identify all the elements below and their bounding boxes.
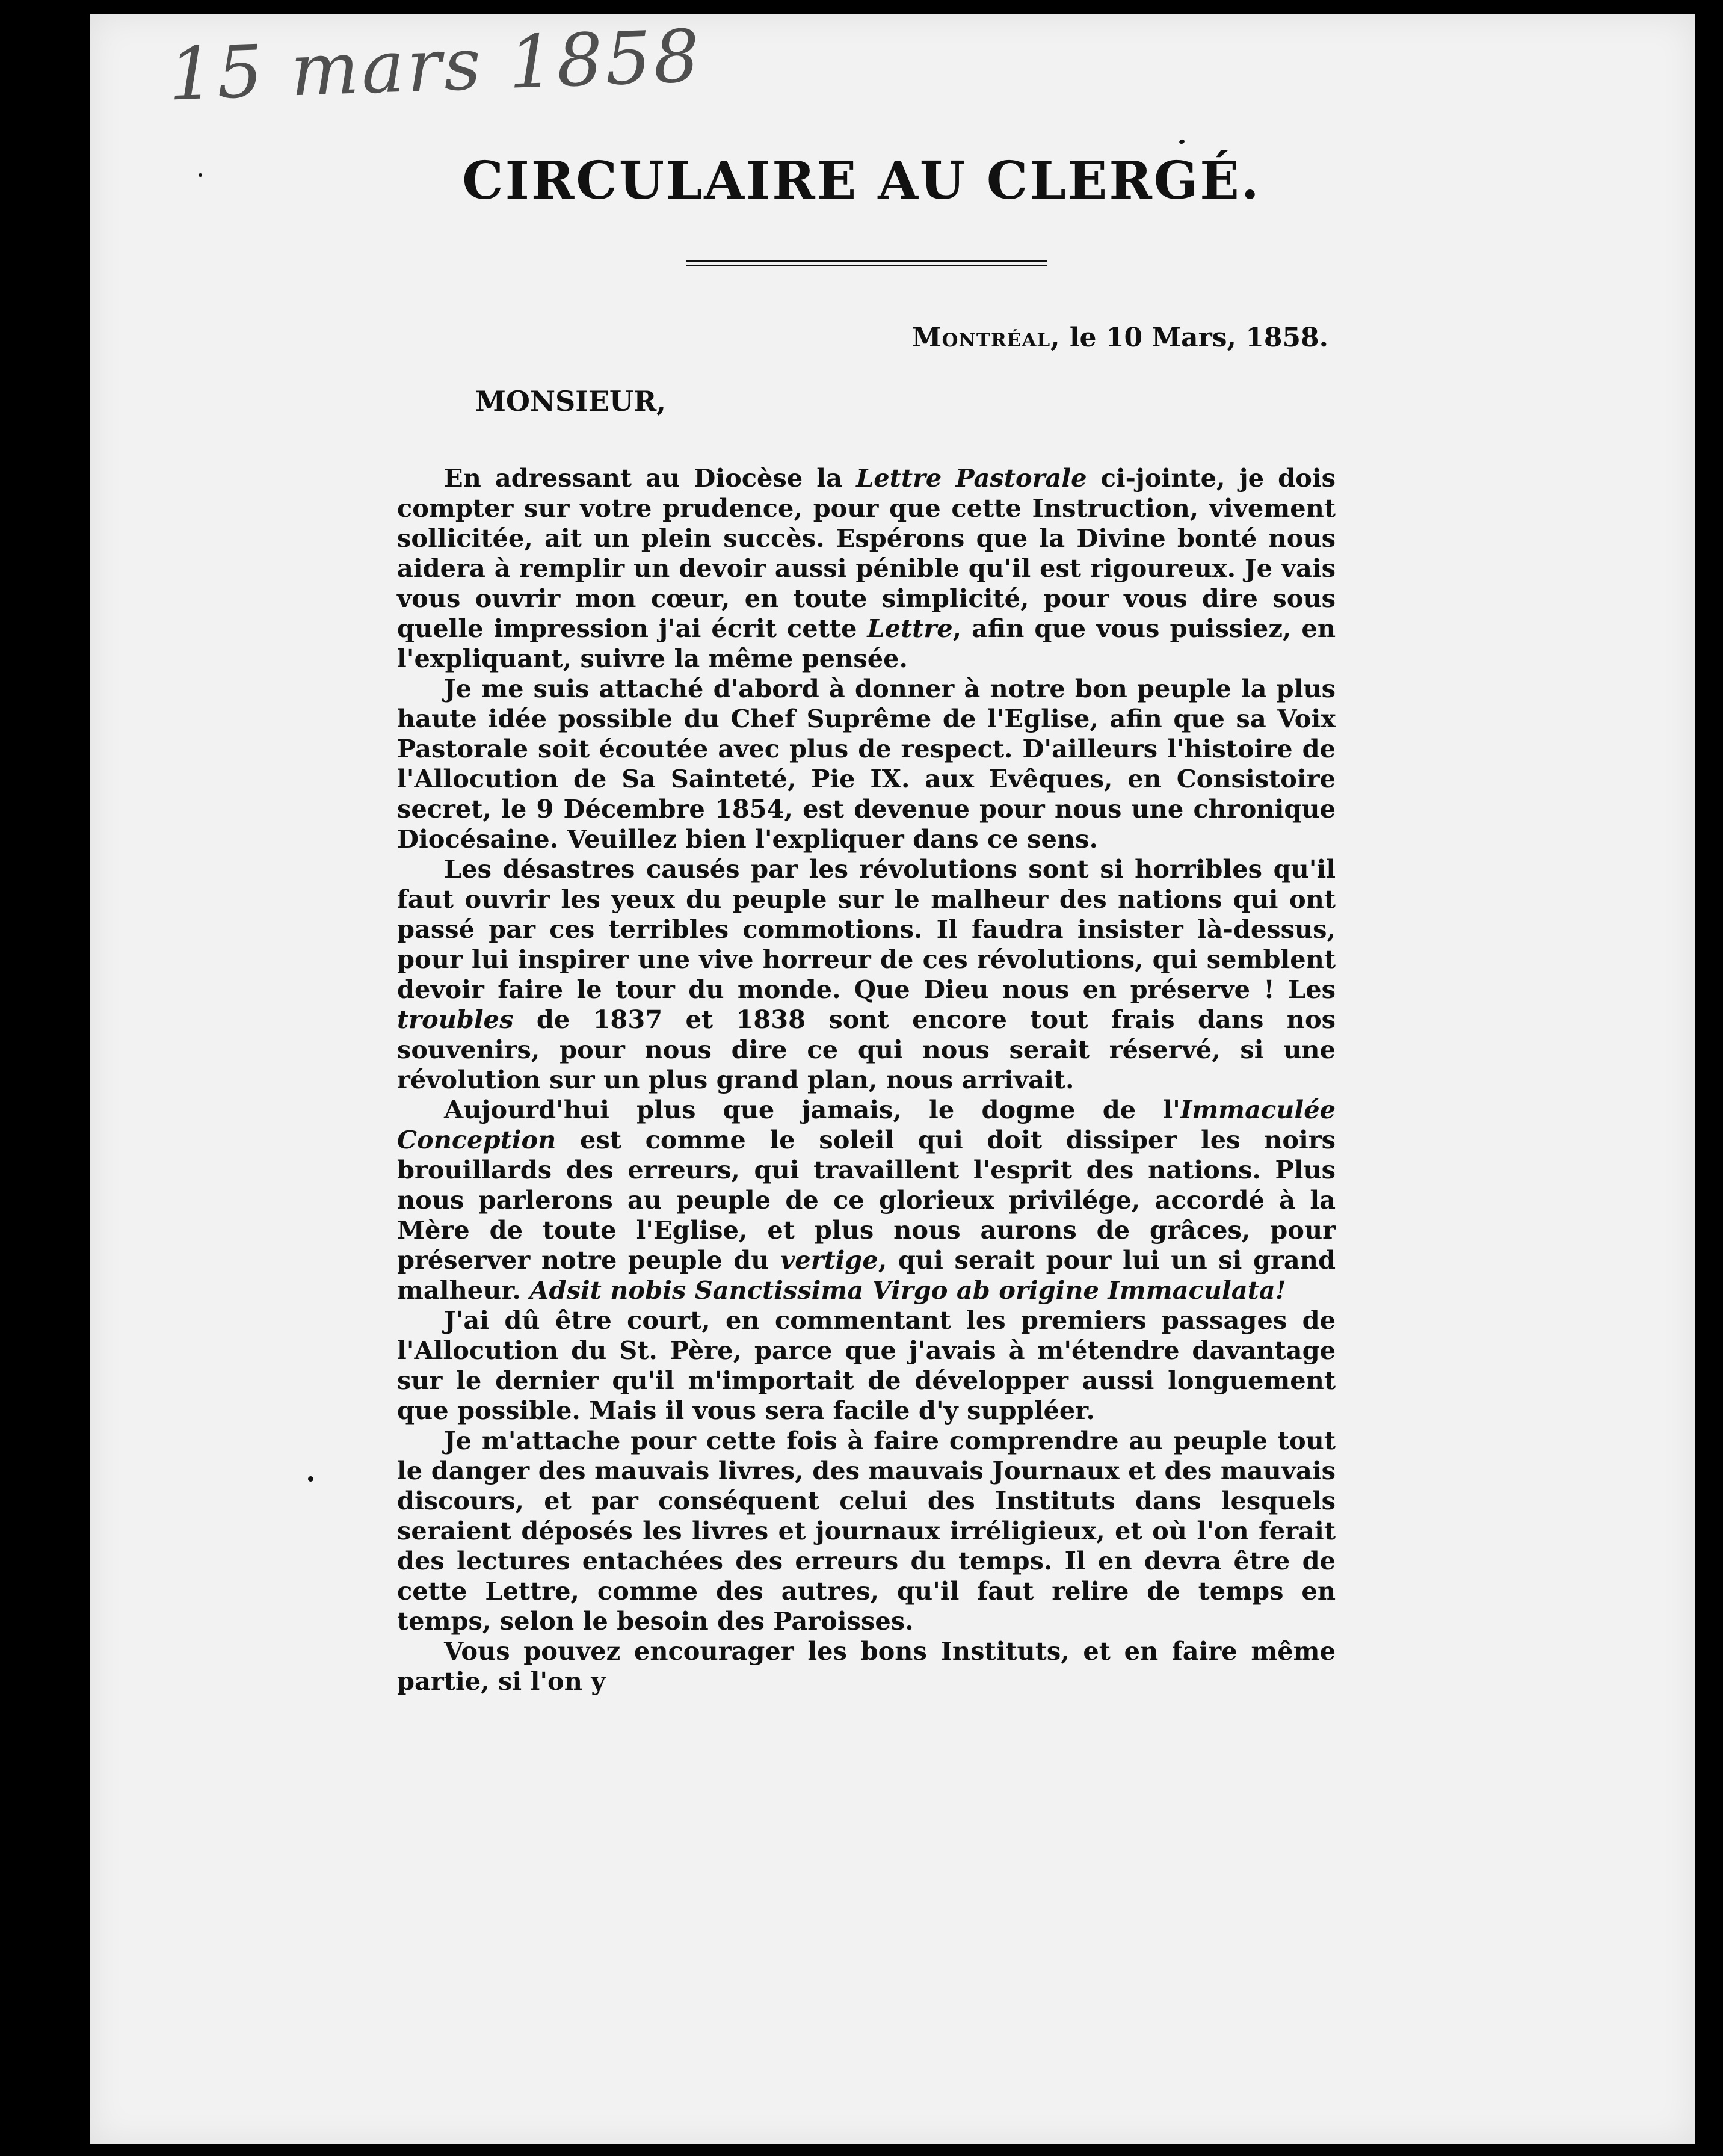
- text-run: de 1837 et 1838 sont encore tout frais dans nos souvenirs, pour nous dire ce qui nous serait réservé, si une révolution sur un plus grand plan, nous arrivait.: [397, 1005, 1336, 1094]
- paragraph-3: [397, 854, 1336, 1095]
- paragraph-4: [397, 1095, 1336, 1305]
- italic-run: Immaculée Conception: [397, 1095, 1336, 1154]
- paragraph-1: [397, 463, 1336, 674]
- italic-run: troubles: [397, 1005, 514, 1034]
- text-run: , qui serait pour lui un si grand malheur.: [397, 1245, 1336, 1305]
- text-run: J'ai dû être court, en commentant les premiers passages de l'Allocution du St. Père, parce que j'avais à m'étendre davantage sur le dernier qu'il m'importait de développer aussi longuement que possible. Mais il vous sera facile d'y suppléer.: [397, 1305, 1336, 1425]
- paragraph-6: [397, 1426, 1336, 1636]
- text-run: Je m'attache pour cette fois à faire comprendre au peuple tout le danger des mauvais livres, des mauvais Journaux et des mauvais discours, et par conséquent celui des Instituts dans lesquels seraient déposés les livres et journaux irréligieux, et où l'on ferait des lectures entachées des erreurs du temps. Il en devra être de cette Lettre, comme des autres, qu'il faut relire de temps en temps, selon le besoin des Paroisses.: [397, 1426, 1336, 1636]
- text-run: En adressant au Diocèse la: [444, 463, 857, 493]
- dateline-place: Montréal,: [911, 322, 1061, 353]
- title-rule: [686, 260, 1047, 266]
- text-run: ci-jointe, je dois compter sur votre prudence, pour que cette Instruction, vivement sollicitée, ait un plein succès. Espérons que la Divine bonté nous aidera à remplir un devoir aussi pénible qu'il est rigoureux. Je vais vous ouvrir mon cœur, en toute simplicité, pour vous dire sous quelle impression j'ai écrit cette: [397, 463, 1336, 643]
- salutation: MONSIEUR,: [475, 385, 667, 417]
- paragraph-7: [397, 1636, 1336, 1696]
- italic-run: vertige: [780, 1245, 878, 1275]
- text-run: , afin que vous puissiez, en l'expliquant, suivre la même pensée.: [397, 614, 1336, 673]
- ink-speck: [199, 173, 202, 177]
- dateline: [912, 322, 1328, 353]
- italic-run: Adsit nobis Sanctissima Virgo ab origine Immaculata!: [529, 1275, 1286, 1305]
- paragraph-2: [397, 674, 1336, 854]
- italic-run: Lettre: [867, 614, 953, 643]
- document-title: CIRCULAIRE AU CLERGÉ.: [462, 150, 1261, 211]
- text-run: Aujourd'hui plus que jamais, le dogme de l': [444, 1095, 1180, 1124]
- text-run: Les désastres causés par les révolutions sont si horribles qu'il faut ouvrir les yeux du peuple sur le malheur des nations qui ont passé par ces terribles commotions. Il faudra insister là-dessus, pour lui inspirer une vive horreur de ces révolutions, qui semblent devoir faire le tour du monde. Que Dieu nous en préserve ! Les: [397, 854, 1336, 1004]
- text-run: est comme le soleil qui doit dissiper les noirs brouillards des erreurs, qui travaillent l'esprit des nations. Plus nous parlerons au peuple de ce glorieux privilége, accordé à la Mère de toute l'Eglise, et plus nous aurons de grâces, pour préserver notre peuple du: [397, 1125, 1336, 1275]
- letter-body: [397, 463, 1336, 1696]
- dateline-date: le 10 Mars, 1858.: [1060, 322, 1328, 353]
- ink-speck: [308, 1476, 313, 1482]
- text-run: Vous pouvez encourager les bons Instituts, et en faire même partie, si l'on y: [397, 1636, 1336, 1696]
- paragraph-5: [397, 1305, 1336, 1426]
- italic-run: Lettre Pastorale: [856, 463, 1087, 493]
- handwritten-date-note: 15 mars 1858: [167, 14, 703, 117]
- text-run: Je me suis attaché d'abord à donner à notre bon peuple la plus haute idée possible du Chef Suprême de l'Eglise, afin que sa Voix Pastorale soit écoutée avec plus de respect. D'ailleurs l'histoire de l'Allocution de Sa Sainteté, Pie IX. aux Evêques, en Consistoire secret, le 9 Décembre 1854, est devenue pour nous une chronique Diocésaine. Veuillez bien l'expliquer dans ce sens.: [397, 674, 1336, 854]
